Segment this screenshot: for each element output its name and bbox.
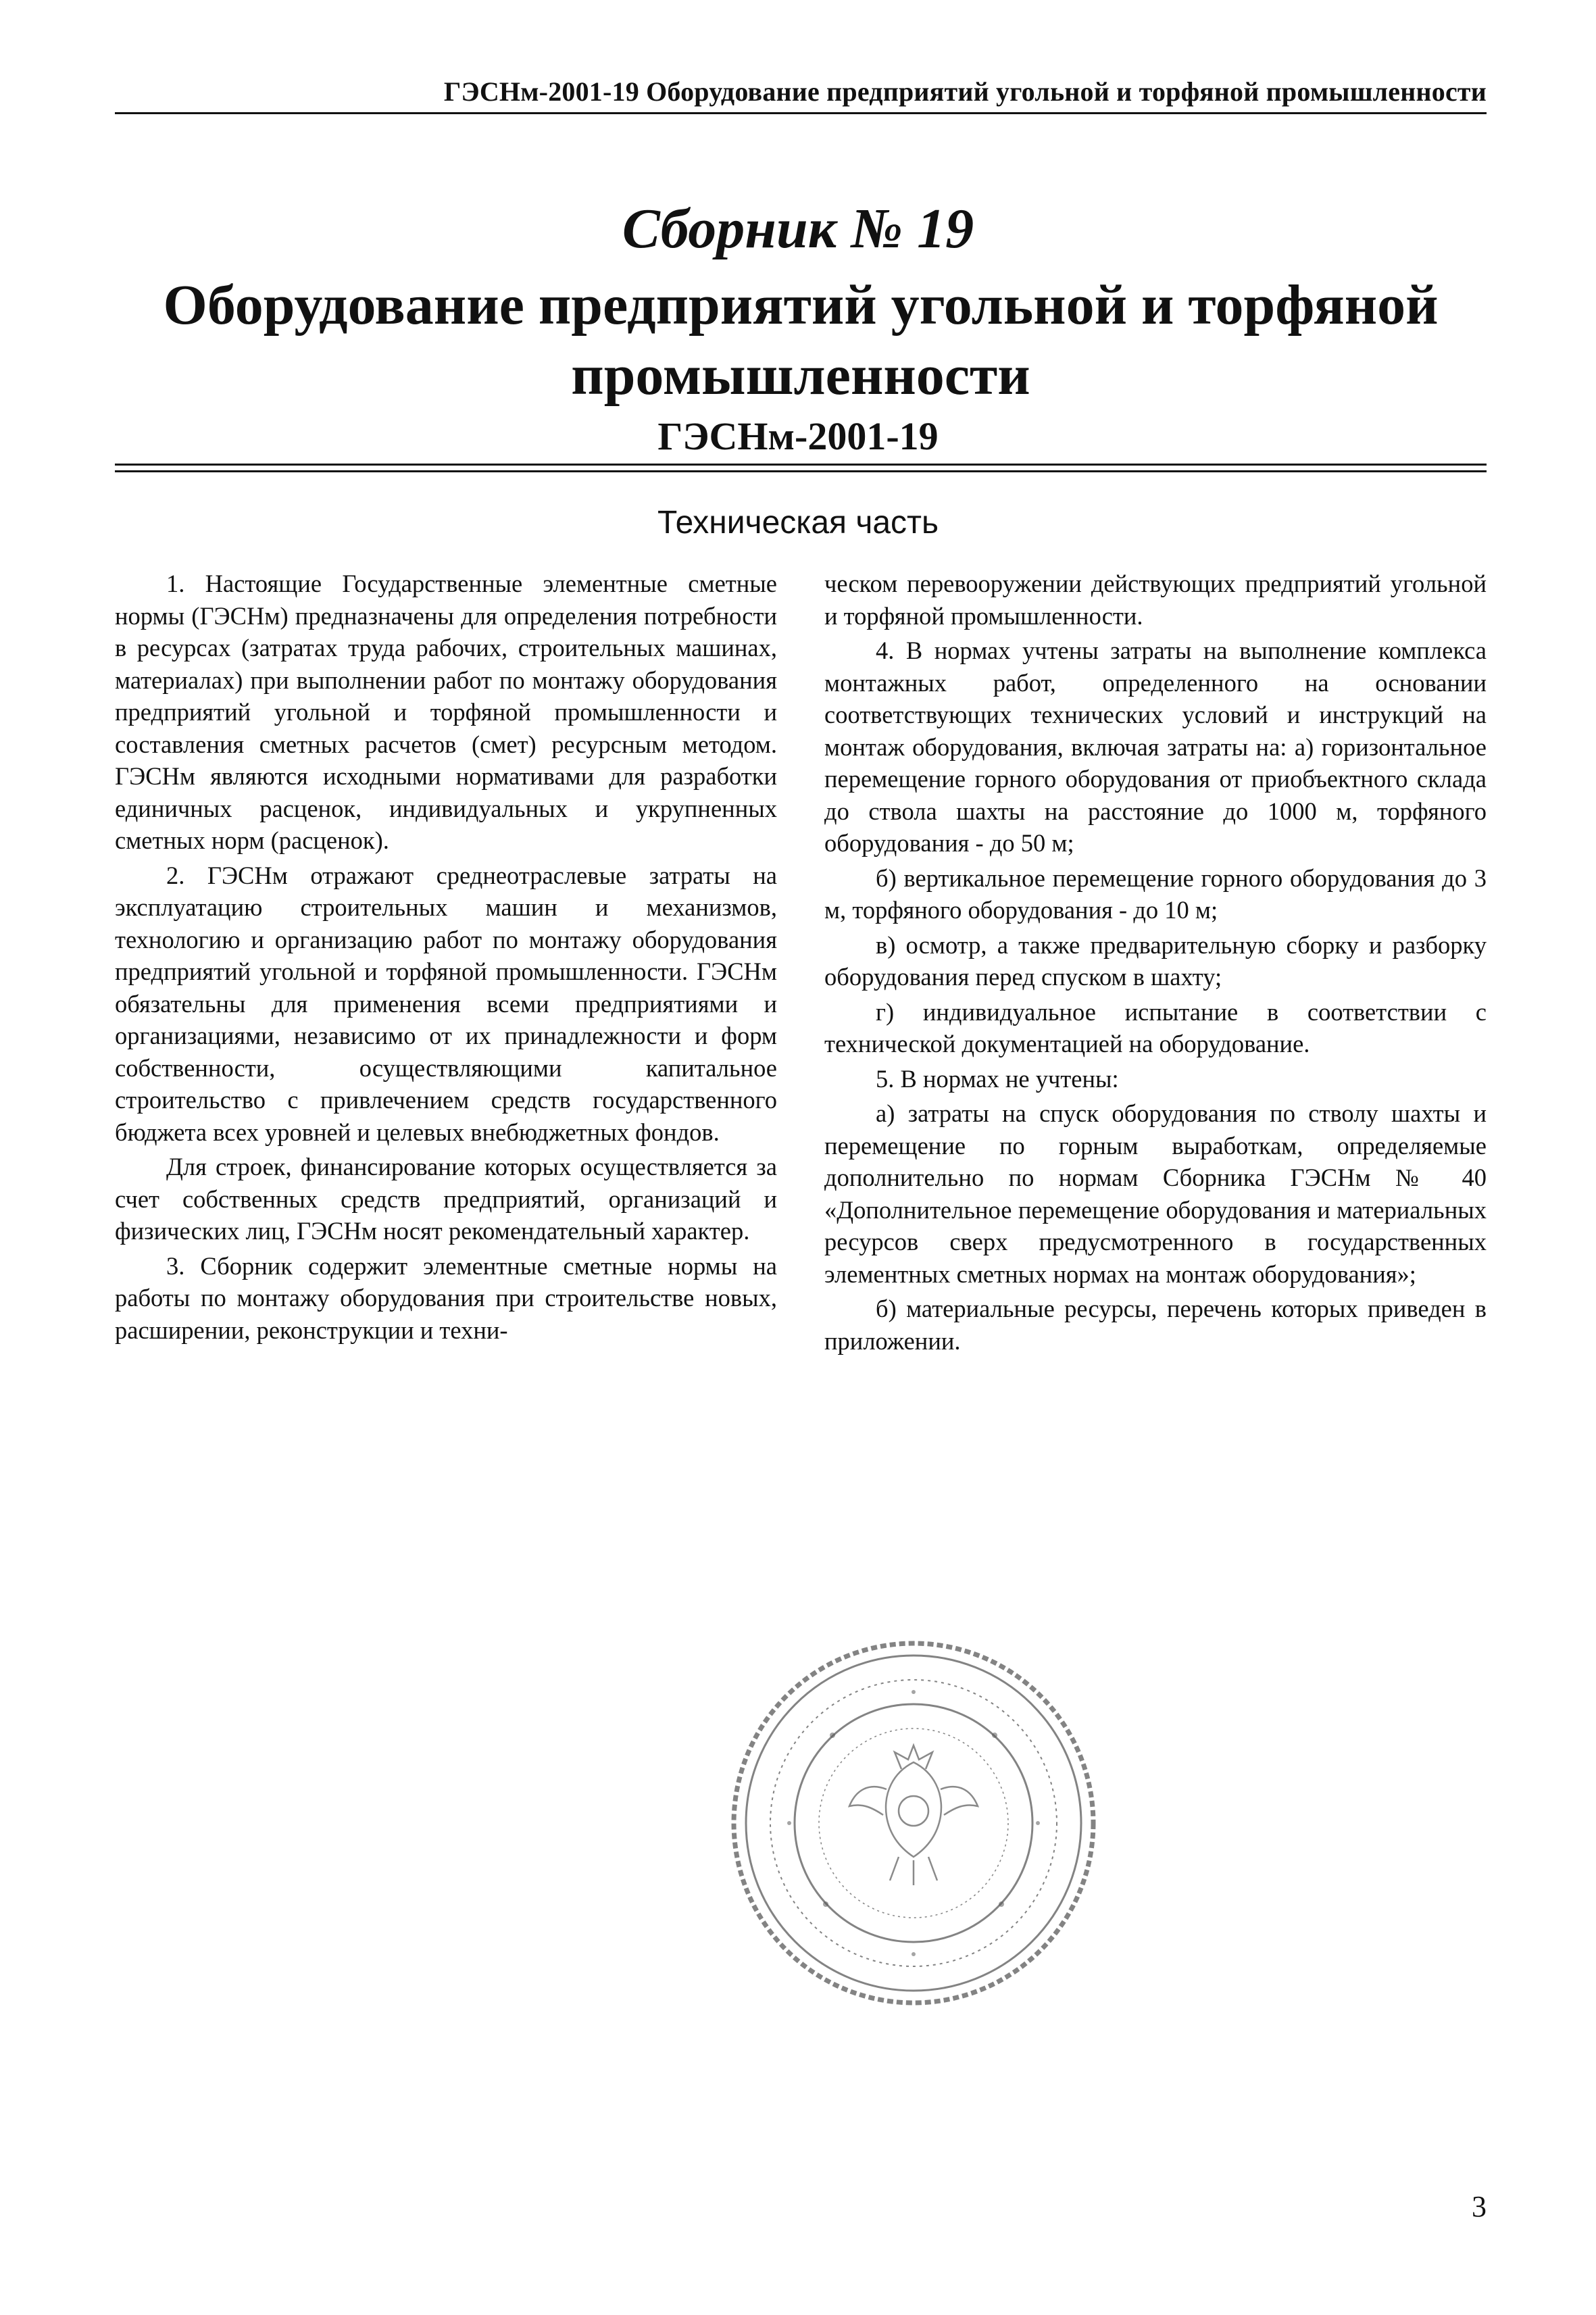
right-column bbox=[824, 568, 1487, 1360]
collection-number: Сборник № 19 bbox=[622, 197, 974, 260]
paragraph-3-continuation: ческом перевооружении действующих предприятий угольной и торфяной промышленности. bbox=[824, 570, 1487, 630]
paragraph-1: 1. Настоящие Государственные элементные сметные нормы (ГЭСНм) предназначены для определения потребности в ресурсах (затратах труда рабочих, строительных машинах, материалах) при выполнении работ по монтажу оборудования предприятий угольной и торфяной промышленности и составления сметных расчетов (смет) ресурсным методом. ГЭСНм являются исходными нормативами для разработки единичных расценок, индивидуальных и укрупненных сметных норм (расценок). bbox=[115, 570, 777, 854]
official-seal bbox=[724, 1634, 1103, 2012]
paragraph-2: 2. ГЭСНм отражают среднеотраслевые затраты на эксплуатацию строительных машин и механизмов, технологию и организацию работ по монтажу оборудования предприятий угольной и торфяной промышленности. ГЭСНм обязательны для применения всеми предприятиями и организациями, независимо от их принадлежности и форм собственности, осуществляющими капитальное строительство с привлечением средств государственного бюджета всех уровней и целевых внебюджетных фондов. bbox=[115, 861, 777, 1146]
paragraph-4c: в) осмотр, а также предварительную сборку и разборку оборудования перед спуском в шахту; bbox=[824, 930, 1487, 991]
header-rule bbox=[115, 112, 1487, 114]
paragraph-2-note: Для строек, финансирование которых осуществляется за счет собственных средств предприятий, организаций и физических лиц, ГЭСНм носят рекомендательный характер. bbox=[115, 1153, 777, 1245]
paragraph-5a: а) затраты на спуск оборудования по стволу шахты и перемещение по горным выработкам, определяемые дополнительно по нормам Сборника ГЭСНм № 40 «Дополнительное перемещение оборудования и материальных ресурсов сверх предусмотренного в государственных элементных сметных нормах на монтаж оборудования»; bbox=[824, 1099, 1487, 1288]
left-column bbox=[115, 568, 777, 1349]
paragraph-4d: г) индивидуальное испытание в соответствии с технической документацией на оборудование. bbox=[824, 997, 1487, 1057]
title-rule-lower bbox=[115, 470, 1487, 472]
paragraph-4: 4. В нормах учтены затраты на выполнение комплекса монтажных работ, определенного на основании соответствующих технических условий и инструкций на монтаж оборудования, включая затраты на: а) горизонтальное перемещение горного оборудования от приобъектного склада до ствола шахты на расстояние до 1000 м, торфяного оборудования - до 50 м; bbox=[824, 637, 1487, 857]
paragraph-4b: б) вертикальное перемещение горного оборудования до 3 м, торфяного оборудования - до 10 м; bbox=[824, 864, 1487, 924]
paragraph-3: 3. Сборник содержит элементные сметные нормы на работы по монтажу оборудования при строительстве новых, расширении, реконструкции и техни- bbox=[115, 1251, 777, 1344]
page-number: 3 bbox=[1472, 2190, 1487, 2223]
title-rule-upper bbox=[115, 464, 1487, 466]
paragraph-5b: б) материальные ресурсы, перечень которых приведен в приложении. bbox=[824, 1295, 1487, 1355]
document-code: ГЭСНм-2001-19 bbox=[657, 414, 939, 458]
collection-title: Оборудование предприятий угольной и торфяной промышленности bbox=[163, 274, 1439, 407]
section-title: Техническая часть bbox=[657, 505, 939, 541]
paragraph-5: 5. В нормах не учтены: bbox=[876, 1064, 1119, 1093]
running-header: ГЭСНм-2001-19 Оборудование предприятий угольной и торфяной промышленности bbox=[443, 76, 1487, 107]
